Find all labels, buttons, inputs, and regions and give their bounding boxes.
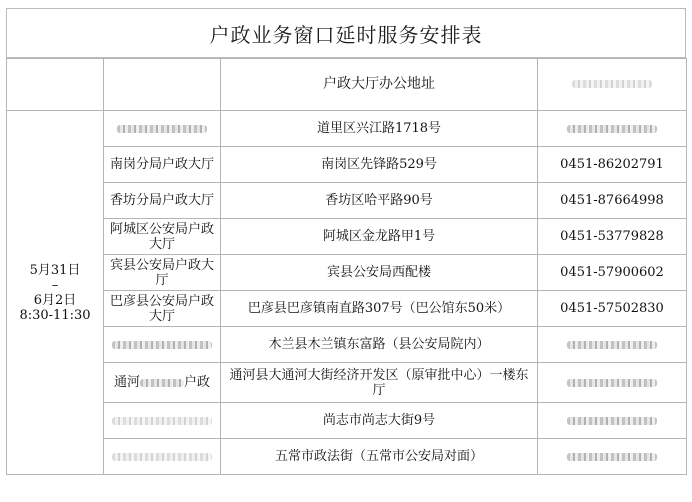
header-name-cell [104,59,221,111]
date-end: 6月2日 [33,292,77,308]
date-start: 5月31日 [29,262,81,278]
office-phone: 0451-57502830 [538,291,687,327]
office-name-head: 通河 [113,375,140,390]
office-phone: 0451-87664998 [538,183,687,219]
table-row [7,403,687,439]
date-cell [7,111,104,475]
date-time: 8:30-11:30 [19,307,91,323]
table-row [7,147,687,183]
redacted-phone [567,417,657,425]
table-row [7,327,687,363]
office-phone [538,363,687,403]
office-name [104,291,221,327]
date-dash: – [51,277,59,293]
redacted-phone [567,379,657,387]
table-row [7,439,687,475]
office-name-tail: 户政 [184,375,211,390]
office-address: 南岗区先锋路529号 [221,147,538,183]
office-phone: 0451-86202791 [538,147,687,183]
office-phone [538,111,687,147]
office-phone: 0451-53779828 [538,219,687,255]
office-name: 阿城区公安局户政大厅 [104,219,221,255]
office-phone [538,403,687,439]
schedule-table [6,58,687,475]
office-address: 道里区兴江路1718号 [221,111,538,147]
table-row [7,255,687,291]
redacted-name [117,125,207,133]
table-row [7,219,687,255]
header-phone-cell [538,59,687,111]
office-address: 通河县大通河大街经济开发区（原审批中心）一楼东厅 [221,363,538,403]
redacted-name [112,417,212,425]
table-row [7,291,687,327]
redacted-name [112,453,212,461]
office-phone [538,327,687,363]
office-phone [538,439,687,475]
office-name-text: 巴彦县公安局户政大厅 [109,293,214,324]
table-row [7,183,687,219]
office-address: 木兰县木兰镇东富路（县公安局院内） [221,327,538,363]
table-row [7,363,687,403]
office-address: 五常市政法街（五常市公安局对面） [221,439,538,475]
office-name [104,111,221,147]
office-address: 巴彦县巴彦镇南直路307号（巴公馆东50米） [221,291,538,327]
office-phone: 0451-57900602 [538,255,687,291]
office-name [104,439,221,475]
office-name: 宾县公安局户政大厅 [104,255,221,291]
redacted-phone [567,453,657,461]
header-address-cell: 户政大厅办公地址 [221,59,538,111]
office-address: 香坊区哈平路90号 [221,183,538,219]
office-name: 南岗分局户政大厅 [104,147,221,183]
header-row [7,59,687,111]
redacted-phone [567,125,657,133]
office-name: 香坊分局户政大厅 [104,183,221,219]
office-name [104,327,221,363]
table-row [7,111,687,147]
redacted-name [140,379,184,387]
header-date-cell [7,59,104,111]
office-address: 宾县公安局西配楼 [221,255,538,291]
office-name [104,363,221,403]
redacted-header [572,80,652,88]
page-title: 户政业务窗口延时服务安排表 [6,8,686,58]
office-address: 尚志市尚志大街9号 [221,403,538,439]
office-address: 阿城区金龙路甲1号 [221,219,538,255]
office-name [104,403,221,439]
redacted-phone [567,341,657,349]
redacted-name [112,341,212,349]
